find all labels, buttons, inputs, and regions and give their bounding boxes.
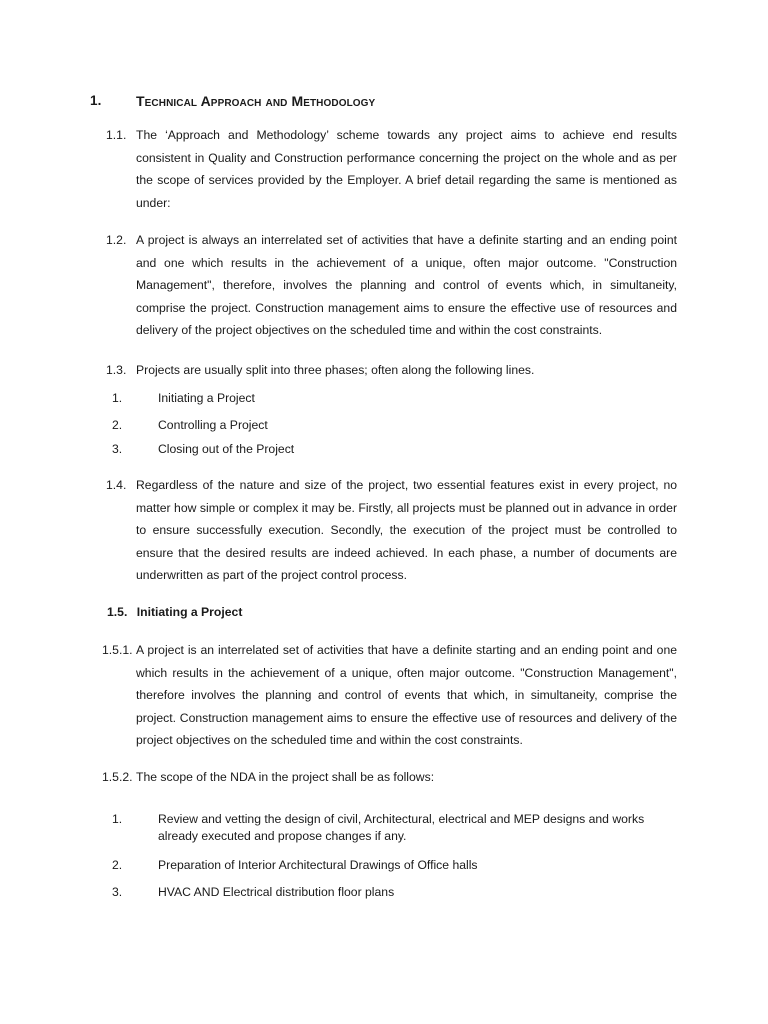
paragraph-number: 1.5.1.	[102, 643, 133, 657]
list-item-number: 1.	[112, 391, 123, 405]
paragraph-text: Projects are usually split into three phases; often along the following lines.	[136, 363, 535, 377]
list-item-text: Closing out of the Project	[158, 442, 295, 456]
subsection-heading	[107, 605, 242, 619]
list-item-text: Review and vetting the design of civil, Architectural, electrical and MEP designs and works already executed and propose changes if any.	[158, 812, 645, 843]
list-item-number: 2.	[112, 858, 123, 872]
paragraph-text: The scope of the NDA in the project shall be as follows:	[136, 770, 435, 784]
list-item-text: Preparation of Interior Architectural Drawings of Office halls	[158, 858, 478, 872]
paragraph-1-3	[106, 359, 677, 382]
paragraph-1-5-1	[102, 639, 677, 752]
paragraph-text: The ‘Approach and Methodology’ scheme towards any project aims to achieve end results consistent in Quality and Construction performance concerning the project on the whole and as per the scope of services provided by the Employer. A brief detail regarding the same is mentioned as under:	[136, 128, 677, 210]
paragraph-number: 1.2.	[106, 233, 127, 247]
list-item-number: 2.	[112, 418, 123, 432]
section-title: Technical Approach and Methodology	[136, 93, 376, 109]
paragraph-number: 1.3.	[106, 363, 127, 377]
list-item-text: HVAC AND Electrical distribution floor plans	[158, 885, 395, 899]
list-item-text: Controlling a Project	[158, 418, 268, 432]
list-item-number: 1.	[112, 812, 123, 826]
paragraph-text: Regardless of the nature and size of the project, two essential features exist in every project, no matter how simple or complex it may be. Firstly, all projects must be planned out in advance in order to ensure successfully execution. Secondly, the execution of the project must be controlled to ensure that the desired results are indeed achieved. In each phase, a number of documents are underwritten as part of the project control process.	[136, 478, 677, 582]
paragraph-number: 1.4.	[106, 478, 127, 492]
subsection-number: 1.5.	[107, 605, 128, 619]
paragraph-1-4	[106, 474, 677, 587]
paragraph-1-5-2	[102, 766, 677, 789]
list-item-number: 3.	[112, 885, 123, 899]
list-item-number: 3.	[112, 442, 123, 456]
paragraph-number: 1.1.	[106, 128, 127, 142]
list-item-text: Initiating a Project	[158, 391, 255, 405]
paragraph-number: 1.5.2.	[102, 770, 133, 784]
paragraph-1-2	[106, 229, 677, 342]
section-number: 1.	[90, 93, 102, 108]
paragraph-1-1	[106, 124, 677, 214]
paragraph-text: A project is an interrelated set of activities that have a definite starting and an ending point and one which results in the achievement of a unique, often major outcome. "Construction Management", therefore involves the planning and control of events that which, in simultaneity, comprise the project. Construction management aims to ensure the effective use of resources and delivery of the project objectives on the scheduled time and within the cost constraints.	[136, 643, 677, 747]
paragraph-text: A project is always an interrelated set of activities that have a definite starting and an ending point and one which results in the achievement of a unique, often major outcome. "Construction Management", therefore, involves the planning and control of events which, in simultaneity, comprise the project. Construction management aims to ensure the effective use of resources and delivery of the project objectives on the scheduled time and within the cost constraints.	[136, 233, 677, 337]
subsection-title: Initiating a Project	[136, 605, 243, 619]
